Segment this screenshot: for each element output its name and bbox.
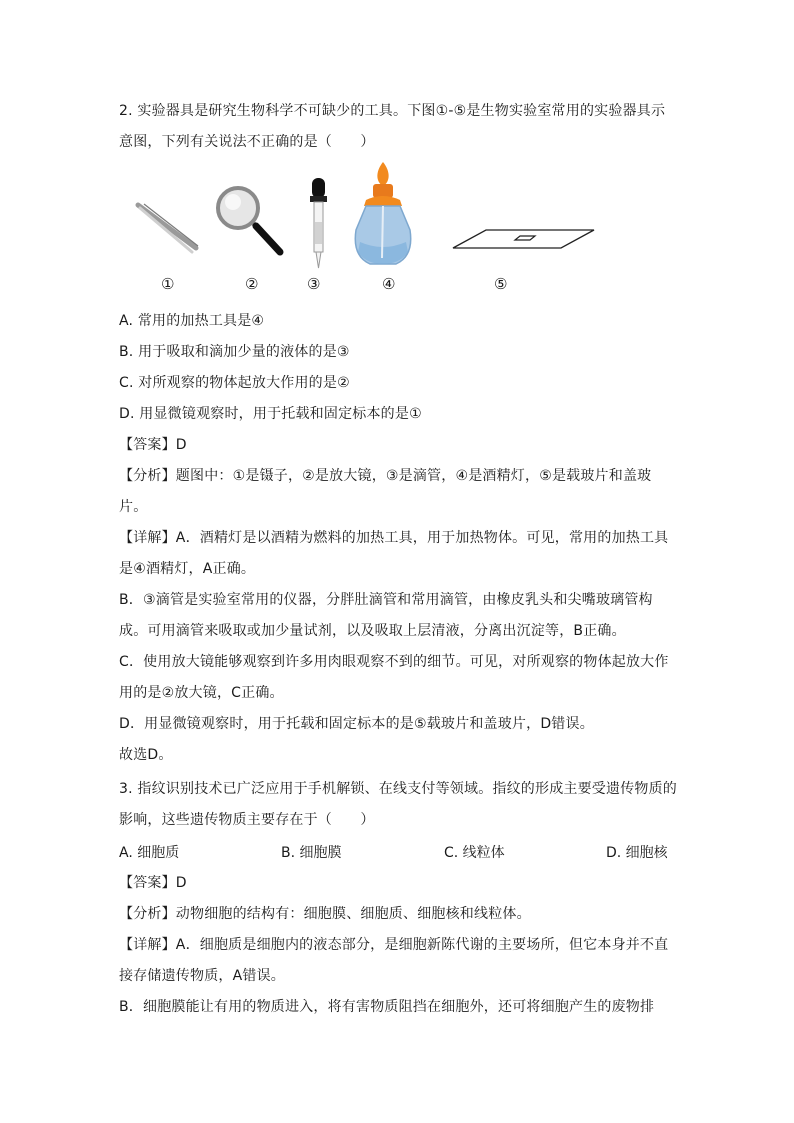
glass-slide-icon (453, 230, 594, 248)
q3-option-b: B. 细胞膜 (281, 845, 342, 861)
q2-option-c: C. 对所观察的物体起放大作用的是② (119, 375, 350, 391)
q2-detail-line: 【详解】A．酒精灯是以酒精为燃料的加热工具，用于加热物体。可见，常用的加热工具 (119, 530, 669, 546)
figure-label-2: ② (245, 275, 259, 293)
q2-option-a: A. 常用的加热工具是④ (119, 313, 265, 329)
q3-answer: 【答案】D (119, 875, 187, 891)
q2-analysis-line2: 片。 (119, 499, 148, 515)
figure-label-5: ⑤ (494, 275, 508, 293)
q3-stem-line1: 3. 指纹识别技术已广泛应用于手机解锁、在线支付等领域。指纹的形成主要受遗传物质的 (119, 781, 678, 797)
q2-option-d: D. 用显微镜观察时，用于托载和固定标本的是① (119, 406, 422, 422)
q2-detail-line: 用的是②放大镜，C正确。 (119, 685, 284, 701)
q2-stem-line2: 意图，下列有关说法不正确的是（ ） (119, 134, 375, 150)
q2-answer: 【答案】D (119, 437, 187, 453)
lab-equipment-figure (130, 160, 610, 300)
alcohol-lamp-icon (355, 162, 410, 264)
q3-detail-line: B．细胞膜能让有用的物质进入，将有害物质阻挡在细胞外，还可将细胞产生的废物排 (119, 999, 655, 1015)
figure-label-3: ③ (307, 275, 321, 293)
q2-detail-line: 是④酒精灯，A正确。 (119, 561, 256, 577)
figure-label-4: ④ (382, 275, 396, 293)
magnifier-icon (218, 188, 280, 252)
q3-option-a: A. 细胞质 (119, 845, 180, 861)
q2-detail-line: D．用显微镜观察时，用于托载和固定标本的是⑤载玻片和盖玻片，D错误。 (119, 716, 594, 732)
q2-analysis-line1: 【分析】题图中：①是镊子，②是放大镜，③是滴管，④是酒精灯，⑤是载玻片和盖玻 (119, 468, 652, 484)
q3-options (119, 842, 671, 862)
q3-analysis: 【分析】动物细胞的结构有：细胞膜、细胞质、细胞核和线粒体。 (119, 906, 531, 922)
q2-option-b: B. 用于吸取和滴加少量的液体的是③ (119, 344, 350, 360)
q3-option-c: C. 线粒体 (444, 845, 505, 861)
q3-detail-line: 接存储遗传物质，A错误。 (119, 968, 285, 984)
q2-detail-line: B．③滴管是实验室常用的仪器，分胖肚滴管和常用滴管，由橡皮乳头和尖嘴玻璃管构 (119, 592, 653, 608)
q3-stem-line2: 影响，这些遗传物质主要存在于（ ） (119, 812, 375, 828)
q2-conclusion: 故选D。 (119, 747, 173, 763)
q2-stem-line1: 2. 实验器具是研究生物科学不可缺少的工具。下图①-⑤是生物实验室常用的实验器具示 (119, 103, 666, 119)
q3-detail-line: 【详解】A．细胞质是细胞内的液态部分，是细胞新陈代谢的主要场所，但它本身并不直 (119, 937, 669, 953)
q2-detail-line: 成。可用滴管来吸取或加少量试剂，以及吸取上层清液，分离出沉淀等，B正确。 (119, 623, 626, 639)
tweezers-icon (138, 204, 198, 252)
figure-label-1: ① (161, 275, 175, 293)
dropper-icon (310, 178, 327, 268)
q2-detail-line: C．使用放大镜能够观察到许多用肉眼观察不到的细节。可见，对所观察的物体起放大作 (119, 654, 669, 670)
q3-option-d: D. 细胞核 (606, 845, 668, 861)
